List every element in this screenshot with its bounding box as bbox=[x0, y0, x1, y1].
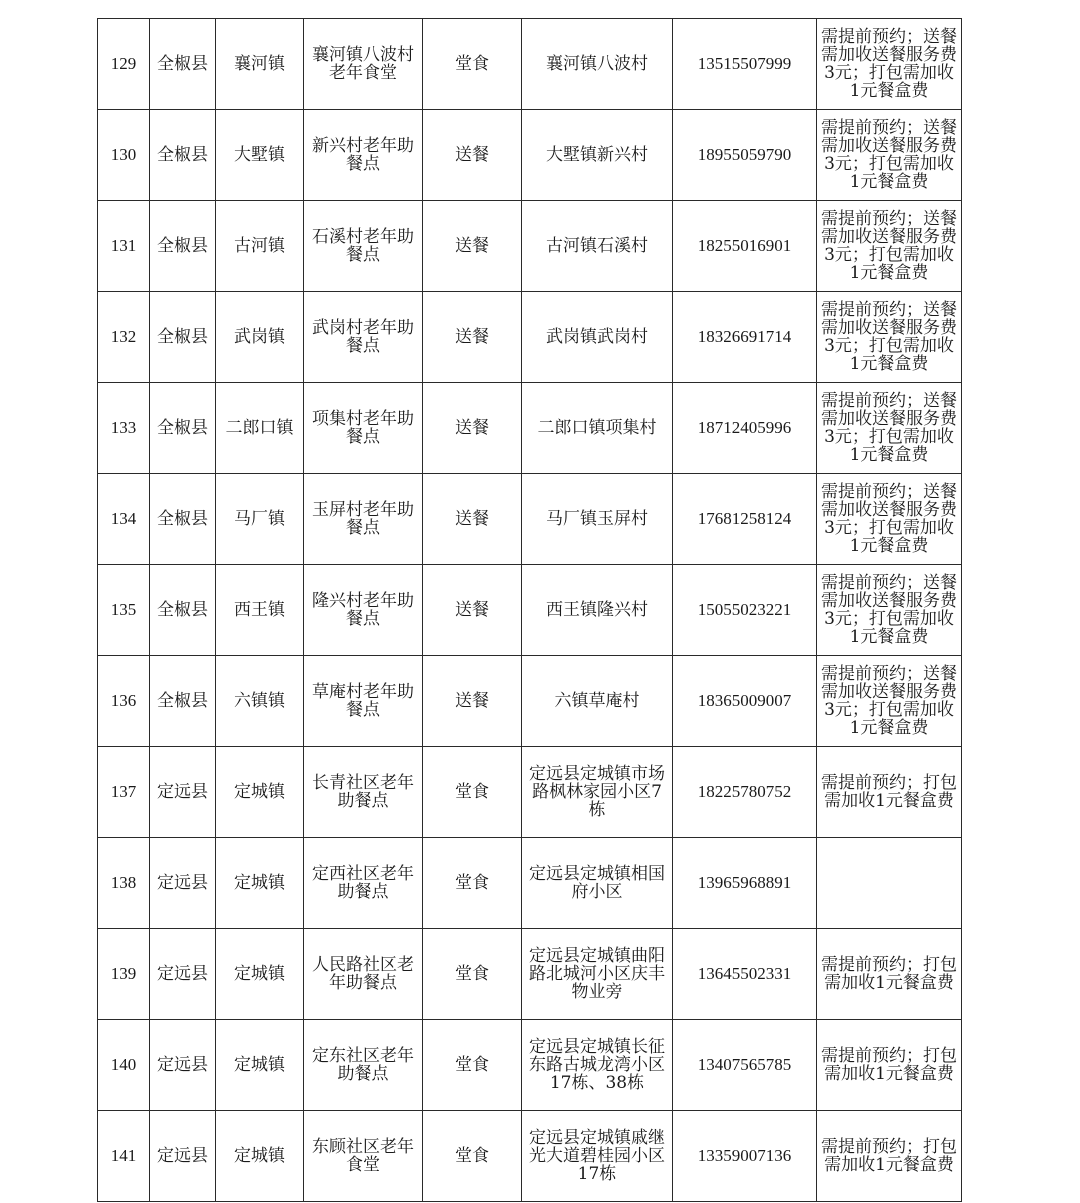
table-row bbox=[98, 201, 962, 292]
note-cell: 需提前预约；打包需加收1元餐盒费 bbox=[817, 1111, 962, 1202]
table-row bbox=[98, 565, 962, 656]
table-row bbox=[98, 1111, 962, 1202]
note-cell: 需提前预约；打包需加收1元餐盒费 bbox=[817, 929, 962, 1020]
address-cell: 西王镇隆兴村 bbox=[522, 565, 673, 656]
phone-cell: 18712405996 bbox=[673, 383, 817, 474]
note-cell: 需提前预约；送餐需加收送餐服务费3元；打包需加收1元餐盒费 bbox=[817, 474, 962, 565]
town-cell: 襄河镇 bbox=[216, 19, 304, 110]
address-cell: 襄河镇八波村 bbox=[522, 19, 673, 110]
county-cell: 全椒县 bbox=[150, 656, 216, 747]
meal-point-name-cell: 新兴村老年助餐点 bbox=[304, 110, 423, 201]
meal-point-name-cell: 项集村老年助餐点 bbox=[304, 383, 423, 474]
address-cell: 定远县定城镇相国府小区 bbox=[522, 838, 673, 929]
phone-cell: 13407565785 bbox=[673, 1020, 817, 1111]
table-row bbox=[98, 838, 962, 929]
town-cell: 二郎口镇 bbox=[216, 383, 304, 474]
address-cell: 定远县定城镇市场路枫林家园小区7栋 bbox=[522, 747, 673, 838]
county-cell: 定远县 bbox=[150, 929, 216, 1020]
table-row bbox=[98, 474, 962, 565]
address-cell: 六镇草庵村 bbox=[522, 656, 673, 747]
row-number: 140 bbox=[98, 1020, 150, 1111]
table-body bbox=[98, 19, 962, 1202]
meal-point-name-cell: 定西社区老年助餐点 bbox=[304, 838, 423, 929]
meal-point-table-page bbox=[97, 18, 961, 1202]
row-number: 130 bbox=[98, 110, 150, 201]
meal-point-name-cell: 武岗村老年助餐点 bbox=[304, 292, 423, 383]
address-cell: 大墅镇新兴村 bbox=[522, 110, 673, 201]
table-row bbox=[98, 383, 962, 474]
table-row bbox=[98, 747, 962, 838]
town-cell: 定城镇 bbox=[216, 747, 304, 838]
row-number: 135 bbox=[98, 565, 150, 656]
table-row bbox=[98, 110, 962, 201]
county-cell: 全椒县 bbox=[150, 19, 216, 110]
county-cell: 全椒县 bbox=[150, 565, 216, 656]
row-number: 139 bbox=[98, 929, 150, 1020]
meal-point-name-cell: 草庵村老年助餐点 bbox=[304, 656, 423, 747]
service-type-cell: 堂食 bbox=[423, 838, 522, 929]
meal-point-name-cell: 人民路社区老年助餐点 bbox=[304, 929, 423, 1020]
phone-cell: 18326691714 bbox=[673, 292, 817, 383]
county-cell: 定远县 bbox=[150, 1020, 216, 1111]
row-number: 138 bbox=[98, 838, 150, 929]
address-cell: 二郎口镇项集村 bbox=[522, 383, 673, 474]
meal-point-name-cell: 石溪村老年助餐点 bbox=[304, 201, 423, 292]
town-cell: 定城镇 bbox=[216, 1111, 304, 1202]
row-number: 141 bbox=[98, 1111, 150, 1202]
row-number: 131 bbox=[98, 201, 150, 292]
address-cell: 马厂镇玉屏村 bbox=[522, 474, 673, 565]
note-cell: 需提前预约；送餐需加收送餐服务费3元；打包需加收1元餐盒费 bbox=[817, 383, 962, 474]
service-type-cell: 送餐 bbox=[423, 292, 522, 383]
table-row bbox=[98, 292, 962, 383]
phone-cell: 13515507999 bbox=[673, 19, 817, 110]
service-type-cell: 堂食 bbox=[423, 1111, 522, 1202]
town-cell: 大墅镇 bbox=[216, 110, 304, 201]
note-cell: 需提前预约；打包需加收1元餐盒费 bbox=[817, 1020, 962, 1111]
phone-cell: 17681258124 bbox=[673, 474, 817, 565]
row-number: 134 bbox=[98, 474, 150, 565]
meal-point-name-cell: 东顾社区老年食堂 bbox=[304, 1111, 423, 1202]
town-cell: 定城镇 bbox=[216, 929, 304, 1020]
county-cell: 全椒县 bbox=[150, 110, 216, 201]
note-cell: 需提前预约；送餐需加收送餐服务费3元；打包需加收1元餐盒费 bbox=[817, 110, 962, 201]
note-cell: 需提前预约；送餐需加收送餐服务费3元；打包需加收1元餐盒费 bbox=[817, 201, 962, 292]
row-number: 132 bbox=[98, 292, 150, 383]
phone-cell: 15055023221 bbox=[673, 565, 817, 656]
county-cell: 全椒县 bbox=[150, 474, 216, 565]
meal-point-name-cell: 长青社区老年助餐点 bbox=[304, 747, 423, 838]
service-type-cell: 堂食 bbox=[423, 19, 522, 110]
note-cell: 需提前预约；送餐需加收送餐服务费3元；打包需加收1元餐盒费 bbox=[817, 565, 962, 656]
table-row bbox=[98, 1020, 962, 1111]
phone-cell: 18955059790 bbox=[673, 110, 817, 201]
row-number: 137 bbox=[98, 747, 150, 838]
town-cell: 定城镇 bbox=[216, 1020, 304, 1111]
address-cell: 定远县定城镇长征东路古城龙湾小区17栋、38栋 bbox=[522, 1020, 673, 1111]
address-cell: 定远县定城镇曲阳路北城河小区庆丰物业旁 bbox=[522, 929, 673, 1020]
meal-point-name-cell: 玉屏村老年助餐点 bbox=[304, 474, 423, 565]
county-cell: 定远县 bbox=[150, 1111, 216, 1202]
town-cell: 武岗镇 bbox=[216, 292, 304, 383]
town-cell: 定城镇 bbox=[216, 838, 304, 929]
service-type-cell: 送餐 bbox=[423, 474, 522, 565]
note-cell: 需提前预约；送餐需加收送餐服务费3元；打包需加收1元餐盒费 bbox=[817, 292, 962, 383]
town-cell: 马厂镇 bbox=[216, 474, 304, 565]
address-cell: 古河镇石溪村 bbox=[522, 201, 673, 292]
service-type-cell: 堂食 bbox=[423, 1020, 522, 1111]
meal-point-name-cell: 襄河镇八波村老年食堂 bbox=[304, 19, 423, 110]
meal-point-name-cell: 隆兴村老年助餐点 bbox=[304, 565, 423, 656]
county-cell: 定远县 bbox=[150, 838, 216, 929]
county-cell: 全椒县 bbox=[150, 383, 216, 474]
service-type-cell: 送餐 bbox=[423, 201, 522, 292]
service-type-cell: 送餐 bbox=[423, 656, 522, 747]
service-type-cell: 堂食 bbox=[423, 929, 522, 1020]
phone-cell: 18365009007 bbox=[673, 656, 817, 747]
note-cell bbox=[817, 838, 962, 929]
meal-point-name-cell: 定东社区老年助餐点 bbox=[304, 1020, 423, 1111]
address-cell: 定远县定城镇戚继光大道碧桂园小区17栋 bbox=[522, 1111, 673, 1202]
row-number: 129 bbox=[98, 19, 150, 110]
table-row bbox=[98, 929, 962, 1020]
note-cell: 需提前预约；送餐需加收送餐服务费3元；打包需加收1元餐盒费 bbox=[817, 656, 962, 747]
meal-point-table bbox=[97, 18, 962, 1202]
county-cell: 全椒县 bbox=[150, 201, 216, 292]
service-type-cell: 送餐 bbox=[423, 565, 522, 656]
county-cell: 定远县 bbox=[150, 747, 216, 838]
address-cell: 武岗镇武岗村 bbox=[522, 292, 673, 383]
phone-cell: 13359007136 bbox=[673, 1111, 817, 1202]
note-cell: 需提前预约；打包需加收1元餐盒费 bbox=[817, 747, 962, 838]
table-row bbox=[98, 19, 962, 110]
town-cell: 六镇镇 bbox=[216, 656, 304, 747]
service-type-cell: 堂食 bbox=[423, 747, 522, 838]
town-cell: 西王镇 bbox=[216, 565, 304, 656]
row-number: 133 bbox=[98, 383, 150, 474]
phone-cell: 18255016901 bbox=[673, 201, 817, 292]
service-type-cell: 送餐 bbox=[423, 383, 522, 474]
table-row bbox=[98, 656, 962, 747]
phone-cell: 13965968891 bbox=[673, 838, 817, 929]
note-cell: 需提前预约；送餐需加收送餐服务费3元；打包需加收1元餐盒费 bbox=[817, 19, 962, 110]
town-cell: 古河镇 bbox=[216, 201, 304, 292]
phone-cell: 13645502331 bbox=[673, 929, 817, 1020]
row-number: 136 bbox=[98, 656, 150, 747]
phone-cell: 18225780752 bbox=[673, 747, 817, 838]
service-type-cell: 送餐 bbox=[423, 110, 522, 201]
county-cell: 全椒县 bbox=[150, 292, 216, 383]
